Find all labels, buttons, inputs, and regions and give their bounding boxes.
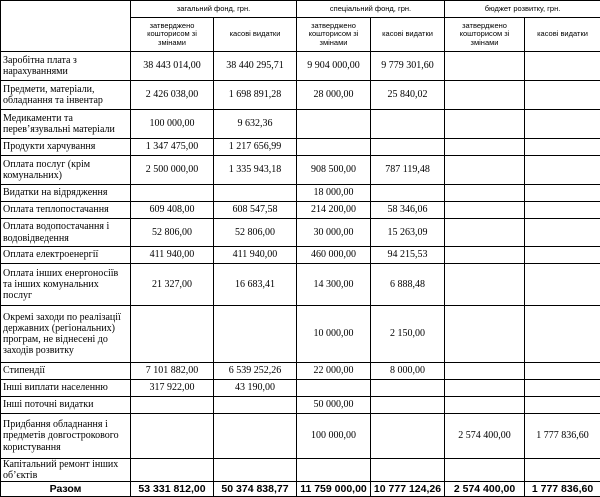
total-value: 50 374 838,77 <box>214 482 297 497</box>
cell-value: 100 000,00 <box>297 414 371 459</box>
table-row <box>1 81 600 110</box>
cell-value: 411 940,00 <box>131 247 214 264</box>
cell-value <box>214 459 297 482</box>
table-row <box>1 459 600 482</box>
cell-value <box>445 52 525 81</box>
row-label: Видатки на відрядження <box>1 185 131 202</box>
cell-value: 30 000,00 <box>297 219 371 247</box>
cell-value: 1 335 943,18 <box>214 156 297 185</box>
cell-value <box>445 219 525 247</box>
header-cash-development: касові видатки <box>525 18 600 52</box>
table-row <box>1 306 600 363</box>
row-label: Інші поточні видатки <box>1 397 131 414</box>
cell-value <box>525 397 600 414</box>
cell-value <box>525 459 600 482</box>
cell-value <box>371 139 445 156</box>
cell-value <box>445 185 525 202</box>
header-development-budget: бюджет розвитку, грн. <box>445 1 600 18</box>
cell-value <box>525 139 600 156</box>
cell-value <box>525 380 600 397</box>
cell-value <box>371 397 445 414</box>
row-label: Оплата водопостачання і водовідведення <box>1 219 131 247</box>
cell-value: 609 408,00 <box>131 202 214 219</box>
cell-value <box>131 185 214 202</box>
cell-value <box>525 156 600 185</box>
cell-value <box>371 380 445 397</box>
cell-value <box>525 219 600 247</box>
cell-value <box>445 110 525 139</box>
cell-value: 7 101 882,00 <box>131 363 214 380</box>
cell-value <box>445 397 525 414</box>
cell-value <box>525 247 600 264</box>
cell-value: 2 500 000,00 <box>131 156 214 185</box>
row-label: Стипендії <box>1 363 131 380</box>
cell-value: 9 779 301,60 <box>371 52 445 81</box>
header-corner <box>1 1 131 52</box>
cell-value: 50 000,00 <box>297 397 371 414</box>
row-label: Інші виплати населенню <box>1 380 131 397</box>
table-row <box>1 219 600 247</box>
table-row <box>1 363 600 380</box>
cell-value: 1 777 836,60 <box>525 414 600 459</box>
cell-value: 317 922,00 <box>131 380 214 397</box>
cell-value <box>445 202 525 219</box>
total-value: 1 777 836,60 <box>525 482 600 497</box>
cell-value <box>525 202 600 219</box>
cell-value: 25 840,02 <box>371 81 445 110</box>
cell-value <box>445 264 525 306</box>
row-label: Оплата теплопостачання <box>1 202 131 219</box>
row-label: Оплата послуг (крім комунальних) <box>1 156 131 185</box>
cell-value: 58 346,06 <box>371 202 445 219</box>
cell-value: 43 190,00 <box>214 380 297 397</box>
row-label: Предмети, матеріали, обладнання та інвентар <box>1 81 131 110</box>
cell-value <box>445 459 525 482</box>
cell-value <box>371 110 445 139</box>
row-label: Оплата інших енергоносіїв та інших комунальних послуг <box>1 264 131 306</box>
cell-value <box>131 306 214 363</box>
table-row <box>1 264 600 306</box>
header-cash-general: касові видатки <box>214 18 297 52</box>
cell-value: 2 574 400,00 <box>445 414 525 459</box>
cell-value: 6 888,48 <box>371 264 445 306</box>
cell-value: 787 119,48 <box>371 156 445 185</box>
table-row <box>1 380 600 397</box>
cell-value <box>297 139 371 156</box>
cell-value: 38 440 295,71 <box>214 52 297 81</box>
cell-value: 608 547,58 <box>214 202 297 219</box>
cell-value: 28 000,00 <box>297 81 371 110</box>
table-row <box>1 110 600 139</box>
header-special-fund: спеціальний фонд, грн. <box>297 1 445 18</box>
table-row <box>1 247 600 264</box>
cell-value <box>445 156 525 185</box>
total-row <box>1 482 600 497</box>
header-approved-general: затверджено кошторисом зі змінами <box>131 18 214 52</box>
total-value: 2 574 400,00 <box>445 482 525 497</box>
row-label: Оплата електроенергії <box>1 247 131 264</box>
row-label: Капітальний ремонт інших об’єктів <box>1 459 131 482</box>
cell-value <box>525 52 600 81</box>
cell-value: 22 000,00 <box>297 363 371 380</box>
cell-value <box>525 110 600 139</box>
cell-value: 2 426 038,00 <box>131 81 214 110</box>
cell-value <box>131 414 214 459</box>
cell-value: 1 347 475,00 <box>131 139 214 156</box>
total-label: Разом <box>1 482 131 497</box>
cell-value <box>131 459 214 482</box>
row-label: Заробітна плата з нарахуваннями <box>1 52 131 81</box>
cell-value <box>297 380 371 397</box>
cell-value: 908 500,00 <box>297 156 371 185</box>
cell-value <box>445 380 525 397</box>
cell-value <box>131 397 214 414</box>
cell-value <box>371 185 445 202</box>
header-approved-special: затверджено кошторисом зі змінами <box>297 18 371 52</box>
total-value: 53 331 812,00 <box>131 482 214 497</box>
cell-value <box>445 81 525 110</box>
cell-value <box>445 306 525 363</box>
cell-value: 411 940,00 <box>214 247 297 264</box>
table-body <box>1 1 600 497</box>
cell-value <box>371 414 445 459</box>
cell-value: 52 806,00 <box>131 219 214 247</box>
table-row <box>1 185 600 202</box>
cell-value: 18 000,00 <box>297 185 371 202</box>
cell-value <box>445 247 525 264</box>
table-row <box>1 156 600 185</box>
table-row <box>1 202 600 219</box>
cell-value: 38 443 014,00 <box>131 52 214 81</box>
cell-value: 16 683,41 <box>214 264 297 306</box>
cell-value <box>214 414 297 459</box>
cell-value: 1 217 656,99 <box>214 139 297 156</box>
header-general-fund: загальний фонд, грн. <box>131 1 297 18</box>
cell-value: 6 539 252,26 <box>214 363 297 380</box>
cell-value: 9 632,36 <box>214 110 297 139</box>
cell-value <box>371 459 445 482</box>
cell-value <box>214 397 297 414</box>
header-approved-development: затверджено кошторисом зі змінами <box>445 18 525 52</box>
cell-value <box>445 363 525 380</box>
cell-value <box>525 264 600 306</box>
cell-value <box>297 459 371 482</box>
cell-value: 14 300,00 <box>297 264 371 306</box>
cell-value <box>445 139 525 156</box>
header-cash-special: касові видатки <box>371 18 445 52</box>
cell-value: 21 327,00 <box>131 264 214 306</box>
total-value: 10 777 124,26 <box>371 482 445 497</box>
cell-value: 52 806,00 <box>214 219 297 247</box>
cell-value: 1 698 891,28 <box>214 81 297 110</box>
cell-value: 94 215,53 <box>371 247 445 264</box>
cell-value: 15 263,09 <box>371 219 445 247</box>
row-label: Медикаменти та перев’язувальні матеріали <box>1 110 131 139</box>
row-label: Придбання обладнання і предметів довгострокового користування <box>1 414 131 459</box>
cell-value: 2 150,00 <box>371 306 445 363</box>
table-row <box>1 139 600 156</box>
table-row <box>1 52 600 81</box>
cell-value: 460 000,00 <box>297 247 371 264</box>
cell-value <box>297 110 371 139</box>
cell-value <box>214 185 297 202</box>
table-row <box>1 414 600 459</box>
cell-value: 214 200,00 <box>297 202 371 219</box>
cell-value: 100 000,00 <box>131 110 214 139</box>
row-label: Окремі заходи по реалізації державних (регіональних) програм, не віднесені до заходів розвитку <box>1 306 131 363</box>
cell-value <box>525 185 600 202</box>
cell-value <box>525 363 600 380</box>
total-value: 11 759 000,00 <box>297 482 371 497</box>
cell-value: 10 000,00 <box>297 306 371 363</box>
cell-value <box>525 81 600 110</box>
cell-value: 8 000,00 <box>371 363 445 380</box>
cell-value <box>214 306 297 363</box>
cell-value: 9 904 000,00 <box>297 52 371 81</box>
cell-value <box>525 306 600 363</box>
header-group-row <box>1 1 600 18</box>
table-row <box>1 397 600 414</box>
row-label: Продукти харчування <box>1 139 131 156</box>
